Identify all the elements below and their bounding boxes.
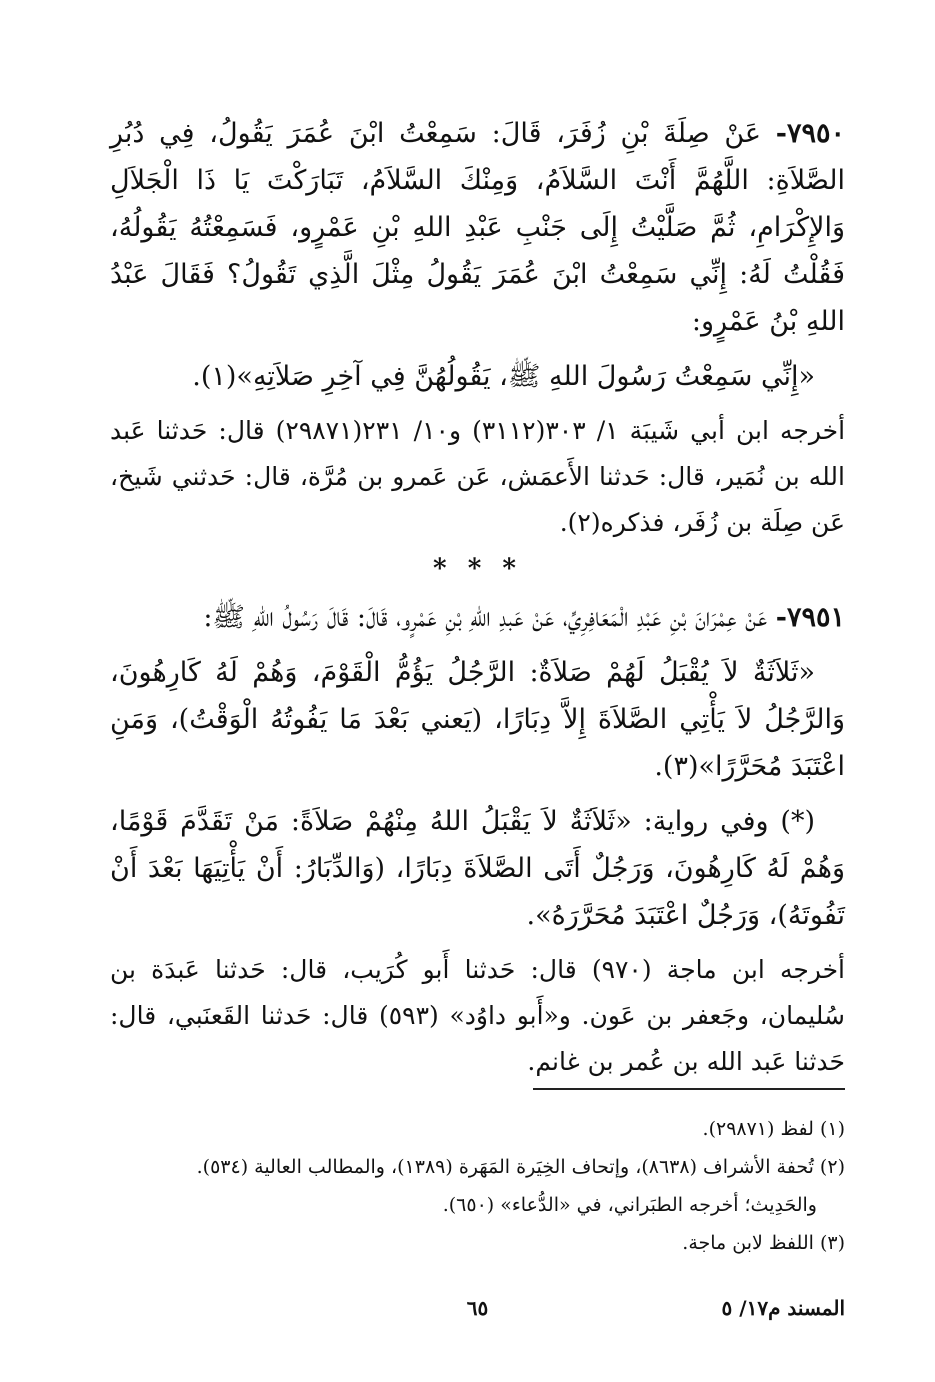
hadith-quote: «ثَلاَثَةٌ لاَ يُقْبَلُ لَهُمْ صَلاَةٌ: الرَّجُلُ يَؤُمُّ الْقَوْمَ، وَهُمْ لَهُ كَارِهُونَ، وَالرَّجُلُ لاَ يَأْتِي الصَّلاَةَ إِلاَّ دِبَارًا، (يَعني بَعْدَ مَا يَفُوتُهُ الْوَقْتُ)، وَمَنِ اعْتَبَدَ مُحَرَّرًا»(٣). bbox=[110, 657, 845, 782]
hadith-7950 bbox=[110, 110, 845, 345]
hadith-quote: «إِنِّي سَمِعْتُ رَسُولَ اللهِ ﷺ، يَقُولُهُنَّ فِي آخِرِ صَلاَتِهِ»(١). bbox=[192, 361, 815, 392]
footnote-3: (٣) اللفظ لابن ماجة. bbox=[682, 1232, 845, 1254]
hadith-text: عَنْ عِمْرَانَ بْنِ عَبْدِ الْمَعَافِرِيِّ، عَنْ عَبدِ اللهِ بْنِ عَمْرٍو، قَالَ: قَالَ رَسُولُ اللهِ ﷺ: bbox=[203, 602, 768, 633]
takhrij-paragraph: أخرجه ابن ماجة (٩٧٠) قال: حَدثنا أَبو كُرَيب، قال: حَدثنا عَبدَة بن سُليمان، وجَعفر بن عَون. و«أَبو داوُد» (٥٩٣) قال: حَدثنا القَعنَبي، قال: حَدثنا عَبد الله بن عُمر بن غانم. bbox=[110, 955, 845, 1076]
page-body bbox=[110, 110, 846, 1254]
page-number: ٦٥ bbox=[466, 1296, 489, 1320]
footnote-2-continuation: والحَدِيث؛ أخرجه الطبَراني، في «الدُّعاء» (٦٥٠). bbox=[442, 1194, 817, 1216]
page-footer bbox=[110, 1296, 845, 1326]
hadith-number: ٧٩٥١- bbox=[775, 602, 845, 633]
hadith-7951 bbox=[110, 594, 845, 641]
footnote-2: (٢) تُحفة الأشراف (٨٦٣٨)، وإتحاف الخِيَرة المَهَرة (١٣٨٩)، والمطالب العالية (٥٣٤). bbox=[196, 1156, 845, 1178]
volume-signature: المسند م١٧/ ٥ bbox=[721, 1296, 845, 1320]
hadith-text: عَنْ صِلَةَ بْنِ زُفَرَ، قَالَ: سَمِعْتُ ابْنَ عُمَرَ يَقُولُ، فِي دُبُرِ الصَّلاَةِ: اللَّهُمَّ أَنْتَ السَّلاَمُ، وَمِنْكَ السَّلاَمُ، تَبَارَكْتَ يَا ذَا الْجَلاَلِ وَالإِكْرَامِ، ثُمَّ صَلَّيْتُ إِلَى جَنْبِ عَبْدِ اللهِ بْنِ عَمْرٍو، فَسَمِعْتُهُ يَقُولُهُ، فَقُلْتُ لَهُ: إِنِّي سَمِعْتُ ابْنَ عُمَرَ يَقُولُ مِثْلَ الَّذِي تَقُولُ؟ فَقَالَ عَبْدُ اللهِ بْنُ عَمْرٍو: bbox=[110, 118, 845, 337]
riwaya-paragraph: (*) وفي رواية: «ثَلاَثَةٌ لاَ يَقْبَلُ اللهُ مِنْهُمْ صَلاَةً: مَنْ تَقَدَّمَ قَوْمًا، وَهُمْ لَهُ كَارِهُونَ، وَرَجُلٌ أَتَى الصَّلاَةَ دِبَارًا، (وَالدِّبَارُ: أَنْ يَأْتِيَهَا بَعْدَ أَنْ تَفُوتَهُ)، وَرَجُلٌ اعْتَبَدَ مُحَرَّرَهُ». bbox=[110, 806, 845, 931]
footnote-1: (١) لفظ (٢٩٨٧١). bbox=[702, 1118, 845, 1140]
takhrij-paragraph: أخرجه ابن أبي شَيبَة ١/ ٣٠٣(٣١١٢) و١٠/ ٢٣١(٢٩٨٧١) قال: حَدثنا عَبد الله بن نُمَير، قال: حَدثنا الأَعمَش، عَن عَمرو بن مُرَّة، قال: حَدثني شَيخ، عَن صِلَة بن زُفَر، فذكره(٢). bbox=[110, 416, 846, 537]
footnote-divider bbox=[533, 1088, 845, 1090]
section-separator: * * * bbox=[433, 554, 522, 584]
footnotes bbox=[110, 1110, 845, 1262]
hadith-number: ٧٩٥٠- bbox=[775, 118, 845, 149]
